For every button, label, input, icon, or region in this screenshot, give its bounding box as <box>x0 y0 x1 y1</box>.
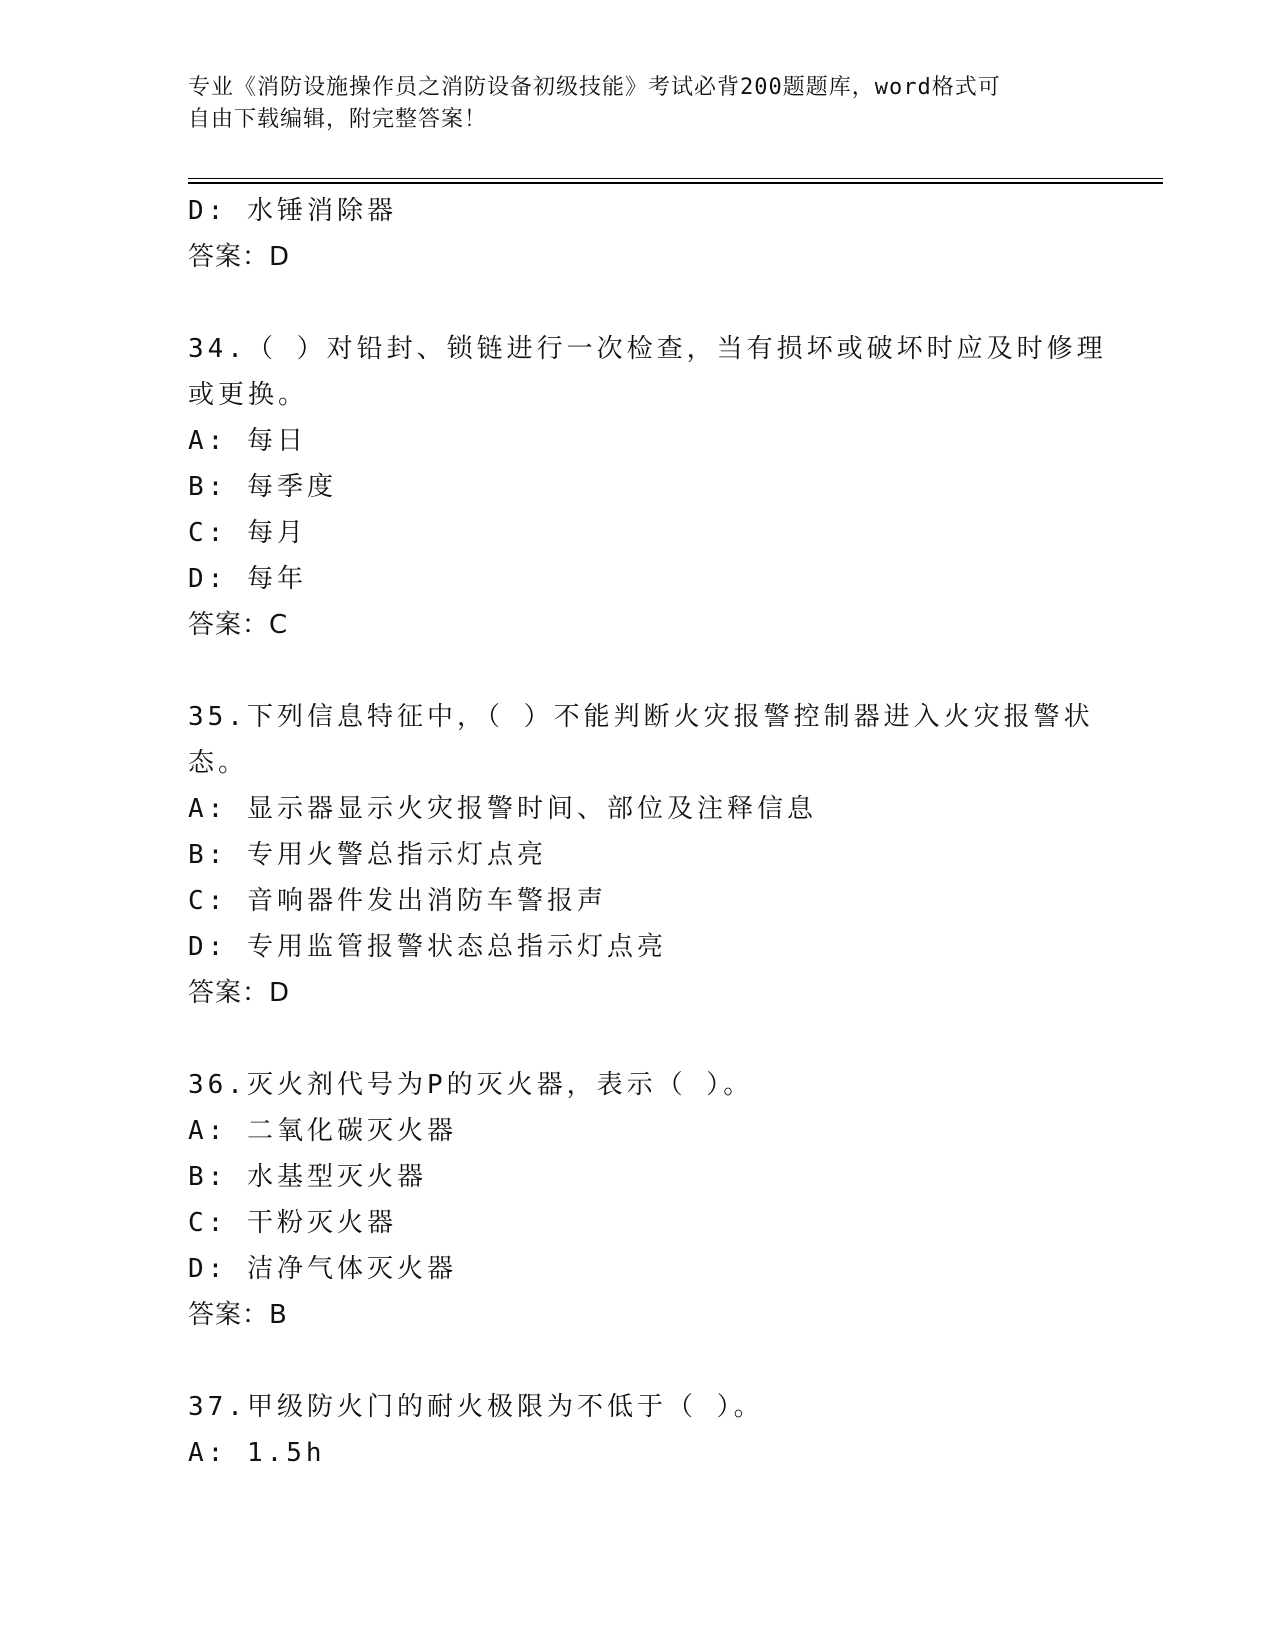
option-b: B: 每季度 <box>188 472 337 502</box>
question-stem-cont: 或更换。 <box>188 380 309 410</box>
option-b: B: 专用火警总指示灯点亮 <box>188 840 547 870</box>
header-divider-thin <box>188 178 1163 179</box>
question-33-tail <box>188 188 1108 280</box>
option-d: D: 每年 <box>188 564 307 594</box>
question-36 <box>188 1062 1108 1338</box>
option-a: A: 每日 <box>188 426 307 456</box>
header-line-1: 专业《消防设施操作员之消防设备初级技能》考试必背200题题库，word格式可 <box>188 75 1001 100</box>
question-stem: 36.灭火剂代号为P的灭火器，表示（ ）。 <box>188 1070 754 1100</box>
option-c: C: 干粉灭火器 <box>188 1208 397 1238</box>
answer-line: 答案：C <box>188 610 289 640</box>
option-d: D: 洁净气体灭火器 <box>188 1254 457 1284</box>
question-stem: 34.（ ）对铅封、锁链进行一次检查，当有损坏或破坏时应及时修理 <box>188 334 1107 364</box>
answer-line: 答案：B <box>188 1300 288 1330</box>
option-d: D: 专用监管报警状态总指示灯点亮 <box>188 932 667 962</box>
question-stem-cont: 态。 <box>188 748 249 778</box>
question-stem: 37.甲级防火门的耐火极限为不低于（ ）。 <box>188 1392 764 1422</box>
document-header <box>188 72 1088 136</box>
option-c: C: 每月 <box>188 518 307 548</box>
option-a: A: 二氧化碳灭火器 <box>188 1116 457 1146</box>
question-35 <box>188 694 1108 1016</box>
question-stem: 35.下列信息特征中，（ ）不能判断火灾报警控制器进入火灾报警状 <box>188 702 1094 732</box>
question-34 <box>188 326 1108 648</box>
option-c: C: 音响器件发出消防车警报声 <box>188 886 607 916</box>
header-divider-thick <box>188 182 1163 184</box>
answer-line: 答案：D <box>188 978 291 1008</box>
answer-line: 答案：D <box>188 242 291 272</box>
header-line-2: 自由下载编辑，附完整答案！ <box>188 107 488 132</box>
option-d: D: 水锤消除器 <box>188 196 397 226</box>
question-list <box>188 188 1108 1476</box>
option-a: A: 显示器显示火灾报警时间、部位及注释信息 <box>188 794 817 824</box>
option-a: A: 1.5h <box>188 1438 326 1468</box>
option-b: B: 水基型灭火器 <box>188 1162 427 1192</box>
question-37 <box>188 1384 1108 1476</box>
